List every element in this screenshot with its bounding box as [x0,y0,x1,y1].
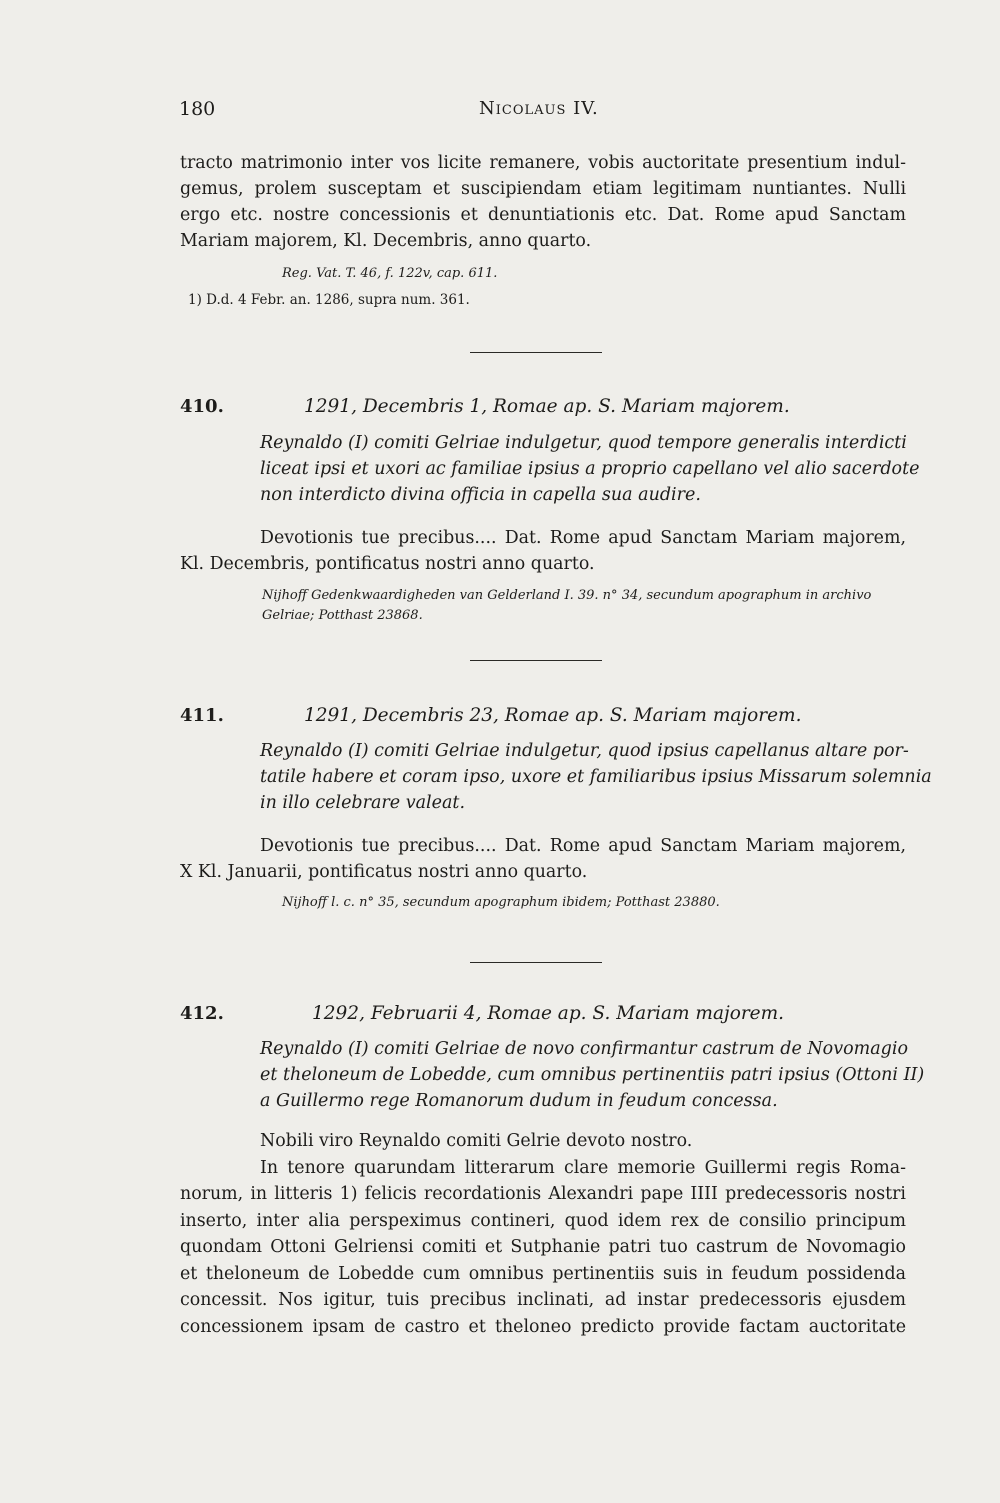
entry-regest [260,1036,925,1114]
text-line: ergo etc. nostre concessionis et denuntiationis etc. Dat. Rome apud Sanctam [180,205,906,225]
regest-line: Reynaldo (I) comiti Gelriae indulgetur, quod tempore generalis interdicti [260,433,907,453]
entry-text [180,1128,906,1340]
salutation-line: Nobili viro Reynaldo comiti Gelrie devoto nostro. [260,1131,693,1151]
regest-line: in illo celebrare valeat. [260,793,466,813]
entry-regest [260,430,920,508]
entry-reference [262,586,906,626]
reference-line: Nijhoff l. c. n° 35, secundum apographum ibidem; Potthast 23880. [282,895,720,910]
text-line: concessit. Nos igitur, tuis precibus inclinati, ad instar predecessoris ejusdem [180,1290,906,1310]
entry-dateline: 1291, Decembris 1, Romae ap. S. Mariam majorem. [304,396,790,417]
text-line: concessionem ipsam de castro et theloneo predicto provide factam auctoritate [180,1316,906,1337]
text-line: X Kl. Januarii, pontificatus nostri anno quarto. [180,862,588,882]
entry-text [180,833,906,885]
regest-line: et theloneum de Lobedde, cum omnibus pertinentiis patri ipsius (Ottoni II) [260,1065,925,1085]
text-line: inserto, inter alia perspeximus contineri, quod idem rex de consilio principum [180,1210,906,1231]
section-divider [470,962,602,963]
regest-line: Reynaldo (I) comiti Gelriae indulgetur, quod ipsius capellanus altare por- [260,741,909,761]
entry-number: 410. [180,396,224,417]
text-line: In tenore quarundam litterarum clare memorie Guillermi regis Roma- [260,1157,906,1178]
text-line: Mariam majorem, Kl. Decembris, anno quarto. [180,231,592,251]
text-line: norum, in litteris 1) felicis recordationis Alexandri pape IIII predecessoris nostri [180,1184,906,1204]
archive-reference: Reg. Vat. T. 46, f. 122v, cap. 611. [282,266,498,281]
footnote: 1) D.d. 4 Febr. an. 1286, supra num. 361. [188,292,470,308]
intro-paragraph [180,150,906,254]
section-divider [470,660,602,661]
running-title: Nicolaus IV. [479,98,599,119]
regest-line: liceat ipsi et uxori ac familiae ipsius a proprio capellano vel alio sacerdote [260,459,920,479]
text-line: Kl. Decembris, pontificatus nostri anno quarto. [180,554,595,574]
entry-regest [260,738,932,816]
reference-line: Nijhoff Gedenkwaardigheden van Gelderland I. 39. n° 34, secundum apographum in archivo [262,588,872,603]
regest-line: non interdicto divina officia in capella sua audire. [260,485,701,505]
entry-reference [282,893,720,913]
section-divider [470,352,602,353]
running-header [179,98,907,128]
regest-line: tatile habere et coram ipso, uxore et familiaribus ipsius Missarum solemnia [260,767,932,787]
text-line: gemus, prolem susceptam et suscipiendam etiam legitimam nuntiantes. Nulli [180,179,906,199]
entry-dateline: 1292, Februarii 4, Romae ap. S. Mariam majorem. [312,1003,785,1024]
text-line: quondam Ottoni Gelriensi comiti et Sutphanie patri tuo castrum de Novomagio [180,1237,906,1257]
text-line: Devotionis tue precibus.... Dat. Rome apud Sanctam Mariam majorem, [260,528,906,548]
entry-number: 412. [180,1003,224,1024]
text-line: tracto matrimonio inter vos licite remanere, vobis auctoritate presentium indul- [180,153,906,173]
page-number: 180 [179,98,216,120]
reference-line: Gelriae; Potthast 23868. [262,608,423,623]
entry-number: 411. [180,705,224,726]
entry-text [180,525,906,577]
regest-line: Reynaldo (I) comiti Gelriae de novo confirmantur castrum de Novomagio [260,1039,909,1059]
text-line: Devotionis tue precibus.... Dat. Rome apud Sanctam Mariam majorem, [260,836,906,856]
text-line: et theloneum de Lobedde cum omnibus pertinentiis suis in feudum possidenda [180,1263,906,1284]
regest-line: a Guillermo rege Romanorum dudum in feudum concessa. [260,1091,778,1111]
entry-dateline: 1291, Decembris 23, Romae ap. S. Mariam majorem. [304,705,802,726]
